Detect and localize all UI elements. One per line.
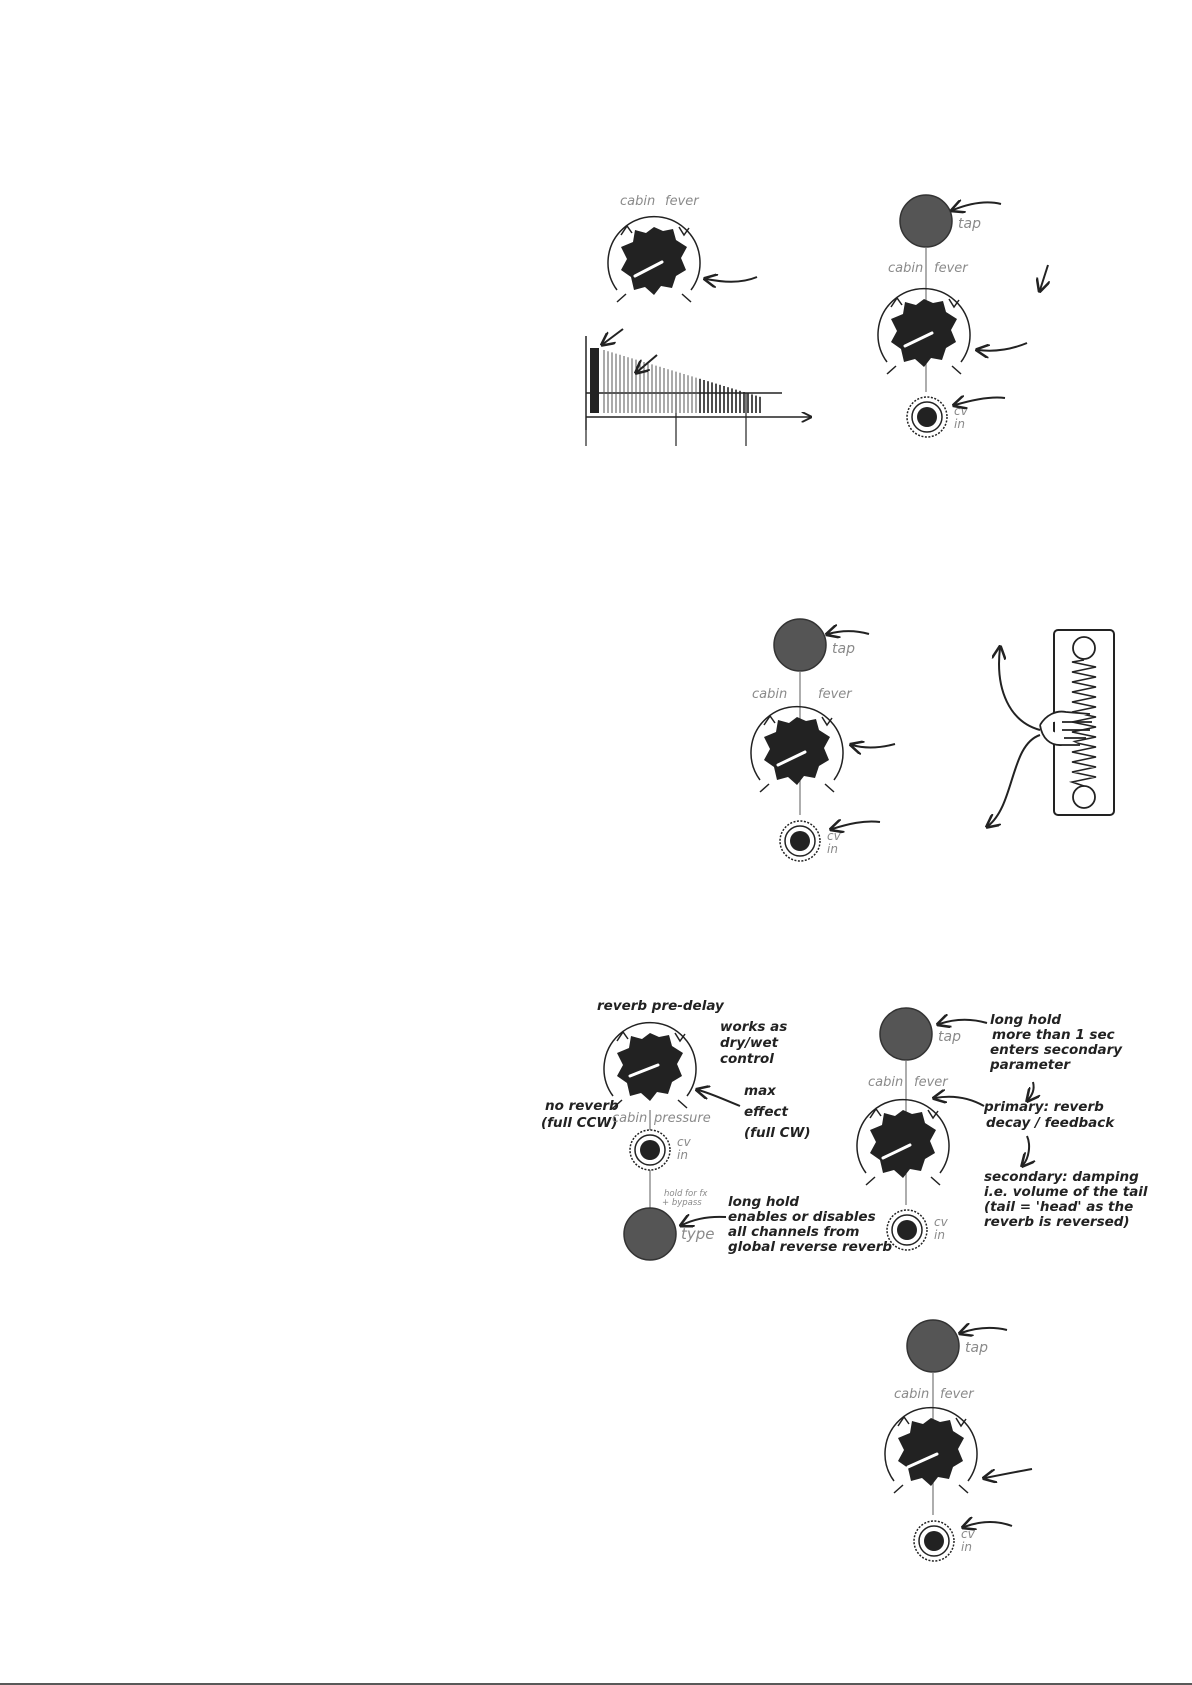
arrow-icon — [603, 329, 623, 344]
tap-label: tap — [832, 641, 855, 657]
cabin-label: cabin — [868, 1075, 904, 1090]
primary-line2: decay / feedback — [986, 1115, 1115, 1131]
tap-button[interactable] — [880, 1008, 932, 1060]
secondary-line4: reverb is reversed) — [984, 1214, 1130, 1230]
tap-button[interactable] — [774, 619, 826, 671]
arrow-left-icon — [617, 1032, 628, 1041]
cv-jack[interactable] — [780, 821, 820, 861]
arrow-left-icon — [891, 298, 902, 307]
curved-arrow-icon — [939, 1020, 987, 1024]
decay-lines — [604, 350, 760, 413]
in-label: in — [827, 842, 838, 856]
cv-label: cv — [827, 829, 841, 843]
in-label: in — [677, 1148, 688, 1162]
max-effect-line2: effect — [744, 1104, 789, 1120]
section3-reverb-right — [857, 1008, 1148, 1250]
works-as-line2: dry/wet — [720, 1035, 779, 1051]
knob-dial — [857, 1100, 949, 1185]
hold-fx-line1: hold for fx — [664, 1189, 708, 1199]
tap-label: tap — [965, 1340, 988, 1356]
secondary-line1: secondary: damping — [984, 1169, 1139, 1185]
arrow-down-icon — [1023, 1136, 1029, 1165]
works-as-line3: control — [720, 1051, 774, 1067]
curved-arrow-icon — [953, 202, 1001, 210]
knob-dial — [878, 289, 970, 374]
type-button[interactable] — [624, 1208, 676, 1260]
tap-hold-line2: more than 1 sec — [992, 1027, 1115, 1043]
in-label: in — [934, 1228, 945, 1242]
cabin-label: cabin — [620, 194, 656, 209]
impulse-bar — [590, 348, 599, 413]
curved-arrow-icon — [852, 744, 895, 748]
arrow-down-icon — [988, 735, 1040, 826]
works-as-line1: works as — [720, 1019, 788, 1035]
arrow-left-icon — [764, 716, 775, 725]
knob-body — [621, 227, 687, 295]
max-effect-line1: max — [744, 1083, 776, 1099]
knob-body — [891, 299, 957, 367]
cabin-label: cabin — [888, 261, 924, 276]
fever-label: fever — [934, 261, 968, 276]
curved-arrow-icon — [832, 821, 880, 829]
curved-arrow-icon — [698, 1090, 740, 1106]
fever-label: fever — [940, 1387, 974, 1402]
section1-left-knob-group — [586, 194, 810, 446]
tap-hold-line3: enters secondary — [990, 1042, 1123, 1058]
in-label: in — [954, 417, 965, 431]
section4-module — [885, 1320, 1032, 1561]
fever-label: fever — [818, 687, 852, 702]
primary-line1: primary: reverb — [984, 1099, 1104, 1115]
cv-jack[interactable] — [914, 1521, 954, 1561]
curved-arrow-icon — [828, 631, 869, 634]
fever-label: fever — [914, 1075, 948, 1090]
arrow-icon — [1040, 265, 1048, 290]
cv-jack[interactable] — [907, 397, 947, 437]
curved-arrow-icon — [978, 343, 1027, 351]
secondary-line3: (tail = 'head' as the — [984, 1199, 1134, 1215]
arrow-left-icon — [870, 1109, 881, 1118]
hold-fx-line2: + bypass — [662, 1198, 702, 1208]
knob-dial — [751, 707, 843, 792]
reverb-pre-delay-label: reverb pre-delay — [597, 998, 724, 1014]
cv-jack[interactable] — [887, 1210, 927, 1250]
arrow-up-icon — [999, 648, 1040, 730]
knob-body — [870, 1110, 936, 1178]
cv-jack[interactable] — [630, 1130, 670, 1170]
decay-graph — [586, 329, 810, 446]
max-effect-line3: (full CW) — [744, 1125, 811, 1141]
arrow-left-icon — [898, 1417, 909, 1426]
knob-body — [898, 1418, 964, 1486]
fever-label: fever — [665, 194, 699, 209]
type-hold-line2: enables or disables — [728, 1209, 876, 1225]
cabin-label: cabin — [894, 1387, 930, 1402]
pressure-label: pressure — [654, 1111, 711, 1126]
cabin-label: cabin — [752, 687, 788, 702]
no-reverb-line1: no reverb — [545, 1098, 619, 1114]
tap-label: tap — [958, 216, 981, 232]
cabin-label: cabin — [612, 1111, 648, 1126]
knob-body — [764, 717, 830, 785]
cv-label: cv — [961, 1527, 975, 1541]
knob-dial — [885, 1408, 977, 1493]
secondary-line2: i.e. volume of the tail — [984, 1184, 1148, 1200]
knob-dial — [608, 217, 700, 302]
type-hold-line3: all channels from — [728, 1224, 860, 1240]
curved-arrow-icon — [955, 397, 1005, 405]
curved-arrow-icon — [706, 277, 757, 282]
spring-tank-illustration — [988, 630, 1114, 826]
tap-button[interactable] — [907, 1320, 959, 1372]
section2-module — [751, 619, 1114, 861]
type-label: type — [681, 1225, 715, 1243]
curved-arrow-icon — [961, 1328, 1007, 1333]
curved-arrow-icon — [985, 1469, 1032, 1478]
arrow-down-icon — [1028, 1082, 1034, 1100]
cv-label: cv — [677, 1135, 691, 1149]
type-hold-line4: global reverse reverb — [728, 1239, 893, 1255]
tap-hold-line4: parameter — [990, 1057, 1071, 1073]
curved-arrow-icon — [935, 1097, 984, 1106]
curved-arrow-icon — [682, 1217, 726, 1225]
tap-hold-line1: long hold — [990, 1012, 1062, 1028]
cv-label: cv — [934, 1215, 948, 1229]
tap-button[interactable] — [900, 195, 952, 247]
section1-right-module — [878, 195, 1048, 437]
type-hold-line1: long hold — [728, 1194, 800, 1210]
tap-label: tap — [938, 1029, 961, 1045]
in-label: in — [961, 1540, 972, 1554]
knob-dial — [604, 1023, 696, 1108]
arrow-left-icon — [621, 226, 632, 235]
section3-reverb-left — [541, 998, 892, 1260]
cv-label: cv — [954, 404, 968, 418]
no-reverb-line2: (full CCW) — [541, 1115, 618, 1131]
